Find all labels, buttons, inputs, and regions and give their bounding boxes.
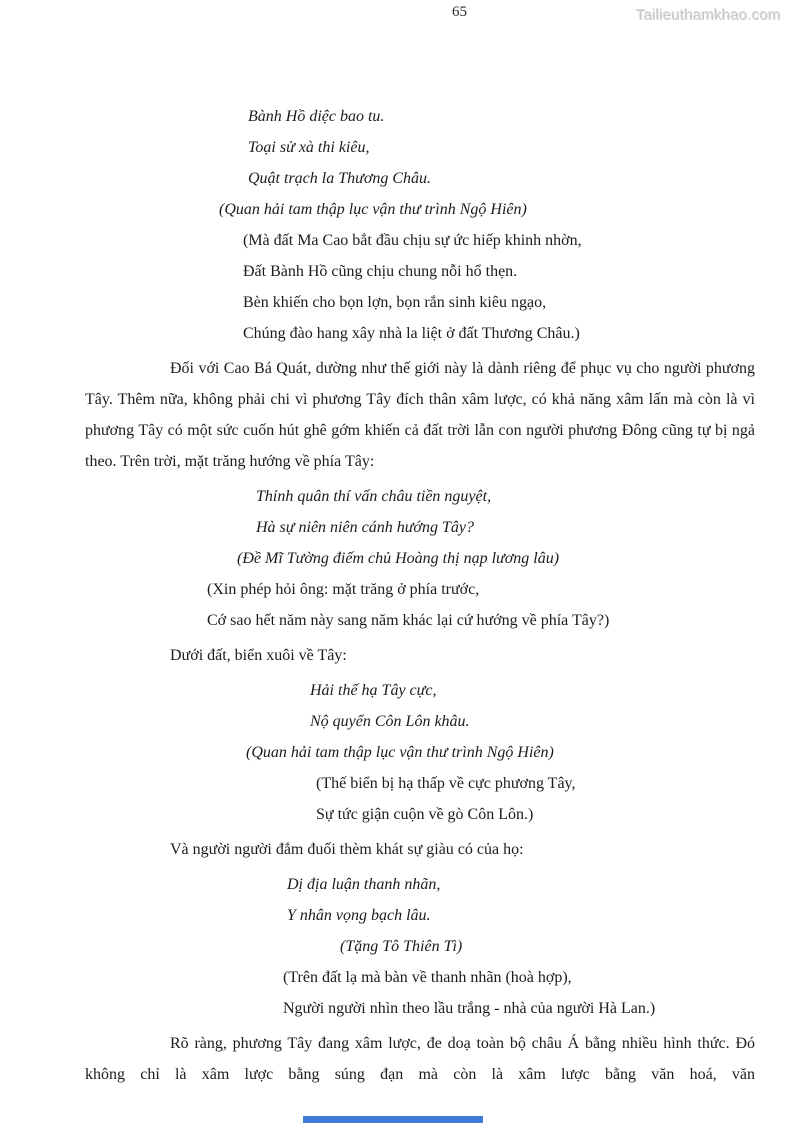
translation-line: Chúng đào hang xây nhà la liệt ở đất Thương Châu.) [243,325,580,342]
translation-line: (Trên đất lạ mà bàn về thanh nhãn (hoà hợp), [283,969,572,986]
translation-line: Đất Bành Hồ cũng chịu chung nỗi hổ thẹn. [243,263,518,280]
verse-line: Hà sự niên niên cánh hướng Tây? [256,519,474,536]
translation-line: Cớ sao hết năm này sang năm khác lại cứ hướng về phía Tây?) [207,612,610,629]
poem-block-1 [0,101,794,349]
verse-line: Quật trạch la Thương Châu. [248,170,432,187]
translation-line: (Xin phép hỏi ông: mặt trăng ở phía trước, [207,581,480,598]
verse-line: Bành Hồ diệc bao tu. [248,108,385,125]
body-paragraph: Và người người đắm đuối thèm khát sự giàu có của họ: [170,841,524,858]
poem-block-2 [0,481,794,636]
translation-line: (Mà đất Ma Cao bắt đầu chịu sự ức hiếp khinh nhờn, [243,232,582,249]
watermark-text: Tailieuthamkhao.com [636,7,781,24]
verse-line: Hải thế hạ Tây cực, [310,682,437,699]
page-number: 65 [452,4,467,20]
verse-line: Dị địa luận thanh nhãn, [287,876,441,893]
poem-block-3 [0,675,794,830]
verse-line: Toại sử xà thi kiêu, [248,139,370,156]
body-paragraph: Rõ ràng, phương Tây đang xâm lược, đe doạ toàn bộ châu Á bằng nhiều hình thức. Đó không chỉ là xâm lược bằng súng đạn mà còn là xâm lược bằng văn hoá, văn [85,1035,755,1083]
bottom-progress-bar [303,1116,483,1123]
poem-citation: (Quan hải tam thập lục vận thư trình Ngộ Hiên) [246,744,554,761]
translation-line: (Thế biển bị hạ thấp về cực phương Tây, [316,775,576,792]
verse-line: Nộ quyển Côn Lôn khâu. [310,713,470,730]
verse-line: Y nhân vọng bạch lâu. [287,907,431,924]
translation-line: Sự tức giận cuộn về gò Côn Lôn.) [316,806,534,823]
poem-citation: (Quan hải tam thập lục vận thư trình Ngộ Hiên) [219,201,527,218]
body-paragraph: Dưới đất, biển xuôi về Tây: [170,647,347,664]
translation-line: Người người nhìn theo lầu trắng - nhà của người Hà Lan.) [283,1000,656,1017]
translation-line: Bèn khiến cho bọn lợn, bọn rắn sinh kiêu ngạo, [243,294,547,311]
body-paragraph: Đối với Cao Bá Quát, dường như thế giới này là dành riêng để phục vụ cho người phương Tây. Thêm nữa, không phải chi vì phương Tây đích thân xâm lược, có khả năng xâm lấn mà còn là vì phương Tây có một sức cuốn hút ghê gớm khiến cả đất trời lẫn con người phương Đông cũng tự bị ngả theo. Trên trời, mặt trăng hướng về phía Tây: [85,360,755,470]
poem-block-4 [0,869,794,1024]
verse-line: Thỉnh quân thí vấn châu tiền nguyệt, [256,488,492,505]
poem-citation: (Tặng Tô Thiên Tì) [340,938,463,955]
poem-citation: (Đề Mĩ Tường điếm chủ Hoàng thị nạp lương lâu) [237,550,560,567]
